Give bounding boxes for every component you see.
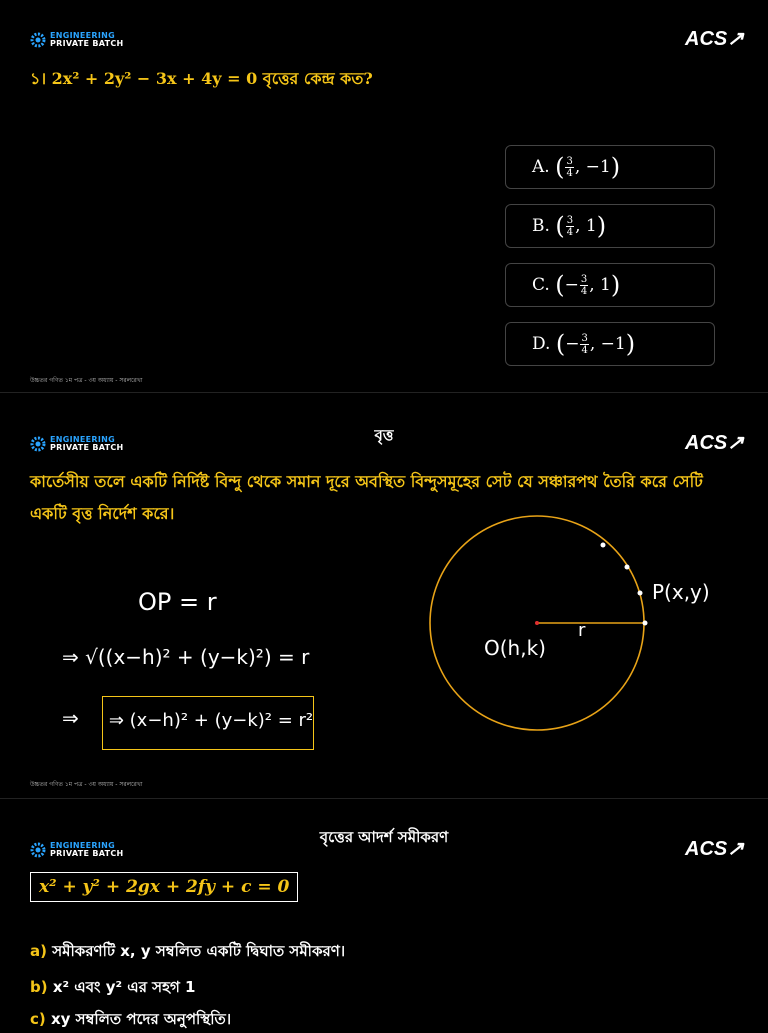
standard-equation: x² + y² + 2gx + 2fy + c = 0	[30, 872, 298, 902]
slide-question	[0, 0, 768, 392]
center-point	[535, 621, 539, 625]
divider	[0, 798, 768, 799]
option-b[interactable]: B. ( $\frac{3}{4}$ , 1 )	[505, 204, 715, 248]
option-sign: −	[564, 275, 579, 295]
swoosh-icon: ↗	[727, 838, 744, 860]
option-tail: , −1	[589, 334, 626, 354]
fraction: $\frac{3}{4}$	[581, 332, 588, 356]
fraction: $\frac{3}{4}$	[566, 214, 574, 238]
radius-label: r	[578, 620, 586, 641]
slide-title: বৃত্ত	[374, 426, 394, 444]
swoosh-icon: ↗	[727, 432, 744, 454]
circle-dot	[643, 621, 648, 626]
acs-text: ACS	[685, 838, 728, 860]
acs-logo	[685, 26, 744, 51]
circle-dot	[625, 565, 630, 570]
brand-line1: ENGINEERING	[50, 435, 116, 444]
slide-footer: উচ্চতর গণিত ১ম পত্র - ৩য় অধ্যায় - সরলরেখা	[30, 377, 143, 384]
option-tail: , 1	[589, 275, 611, 295]
definition-text: কার্তেসীয় তলে একটি নির্দিষ্ট বিন্দু থেকে সমান দূরে অবস্থিত বিন্দুসমূহের সেট যে সঞ্চারপথ তৈরি করে সেটি একটি বৃত্ত নির্দেশ করে।	[30, 472, 703, 523]
fraction: $\frac{3}{4}$	[566, 155, 573, 179]
point-c	[30, 1008, 231, 1033]
center-label: O(h,k)	[484, 636, 546, 660]
point-label: c)	[30, 1010, 46, 1028]
point-text: সমীকরণটি x, y সম্বলিত একটি দ্বিঘাত সমীকরণ।	[52, 942, 346, 960]
brand-line2: PRIVATE BATCH	[50, 849, 124, 858]
option-tail: , 1	[575, 216, 597, 236]
brand-line2: PRIVATE BATCH	[50, 443, 124, 452]
point-text: x² এবং y² এর সহগ 1	[52, 978, 196, 996]
point-b	[30, 976, 195, 1001]
equation-circle-form: ⇒ (x−h)² + (y−k)² = r²	[108, 710, 314, 731]
question-text: ১। 2x² + 2y² − 3x + 4y = 0 বৃত্তের কেন্দ্র কত?	[30, 69, 373, 88]
option-sign: −	[565, 334, 580, 354]
point-label: b)	[30, 978, 48, 996]
option-c[interactable]: C. ( − $\frac{3}{4}$ , 1 )	[505, 263, 715, 307]
equation-op-r: OP = r	[138, 588, 217, 616]
point-text: xy সম্বলিত পদের অনুপস্থিতি।	[50, 1010, 232, 1028]
fraction: $\frac{3}{4}$	[580, 273, 588, 297]
point-a	[30, 940, 345, 965]
point-label: a)	[30, 942, 47, 960]
acs-text: ACS	[685, 28, 728, 50]
equation-distance: ⇒ √((x−h)² + (y−k)²) = r	[62, 645, 310, 669]
acs-text: ACS	[685, 432, 728, 454]
option-a[interactable]: A. ( $\frac{3}{4}$ , −1 )	[505, 145, 715, 189]
option-label: D.	[532, 334, 551, 354]
slide-footer: উচ্চতর গণিত ১ম পত্র - ৩য় অধ্যায় - সরলরেখা	[30, 781, 143, 788]
brand-line1: ENGINEERING	[50, 31, 116, 40]
option-label: C.	[532, 275, 550, 295]
swoosh-icon: ↗	[727, 28, 744, 50]
brand-line1: ENGINEERING	[50, 841, 116, 850]
option-label: B.	[532, 216, 550, 236]
option-tail: , −1	[574, 157, 611, 177]
circle-dot	[638, 591, 643, 596]
option-label: A.	[532, 157, 550, 177]
brand-line2: PRIVATE BATCH	[50, 39, 124, 48]
divider	[0, 392, 768, 393]
gear-icon	[30, 32, 46, 48]
slide-title: বৃত্তের আদর্শ সমীকরণ	[319, 828, 449, 846]
circle-dot	[601, 543, 606, 548]
point-label: P(x,y)	[652, 580, 710, 604]
option-d[interactable]: D. ( − $\frac{3}{4}$ , −1 )	[505, 322, 715, 366]
brand-logo	[30, 32, 124, 48]
